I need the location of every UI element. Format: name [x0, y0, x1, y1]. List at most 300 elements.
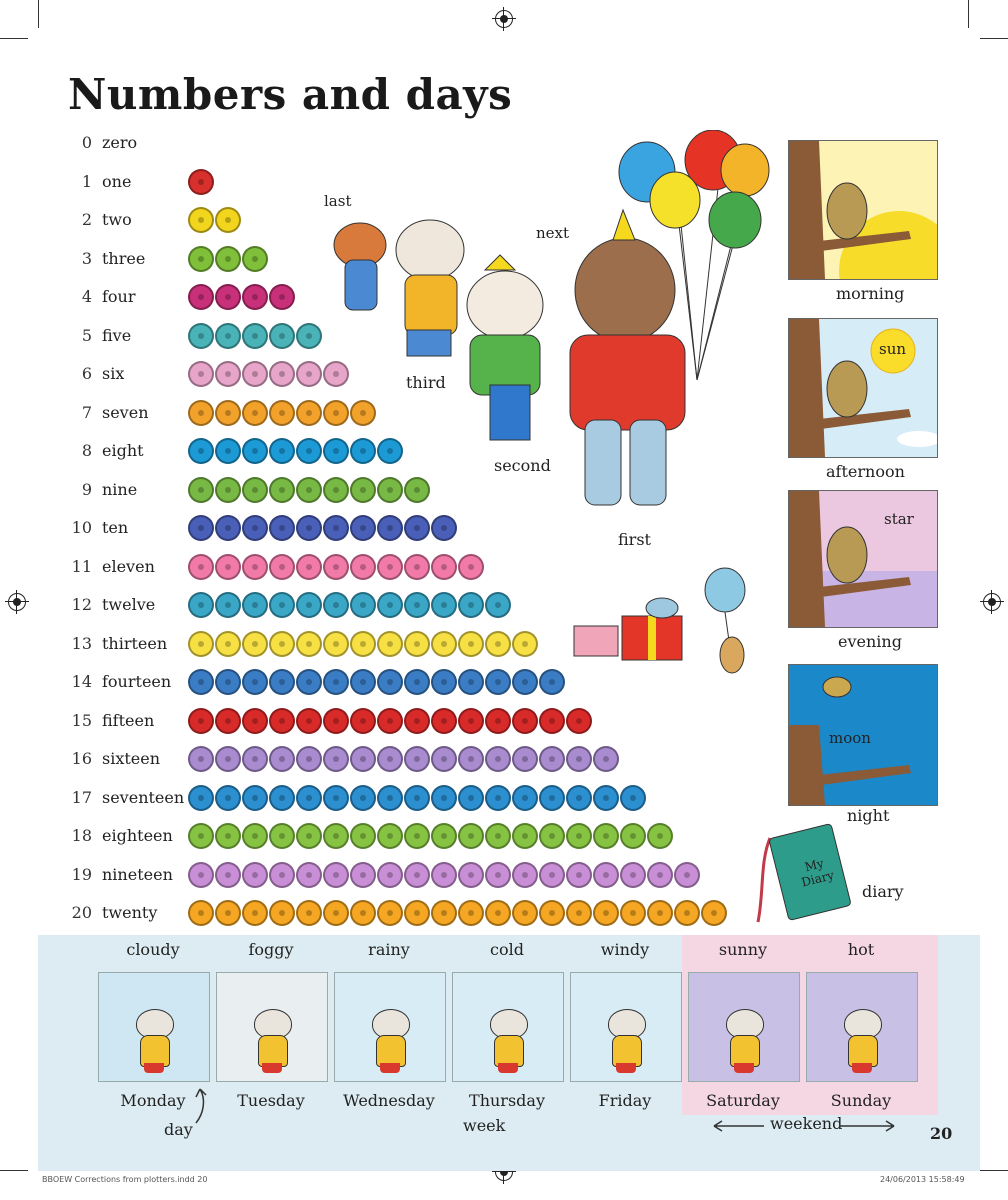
number-word: twenty	[102, 903, 158, 922]
button-icon	[566, 862, 592, 888]
button-group	[188, 900, 727, 926]
button-icon	[323, 785, 349, 811]
button-icon	[377, 669, 403, 695]
button-group	[188, 785, 646, 811]
button-icon	[647, 862, 673, 888]
button-icon	[350, 785, 376, 811]
button-icon	[431, 669, 457, 695]
number-word: nineteen	[102, 864, 173, 884]
button-icon	[350, 592, 376, 618]
button-group	[188, 169, 214, 195]
button-icon	[485, 592, 511, 618]
number-digit: 0	[81, 133, 92, 152]
button-icon	[404, 554, 430, 580]
button-icon	[377, 746, 403, 772]
number-digit: 5	[81, 325, 92, 345]
button-icon	[404, 669, 430, 695]
number-digit: 16	[71, 749, 92, 768]
button-icon	[512, 708, 538, 734]
weather-tile	[216, 972, 328, 1082]
number-word: one	[102, 171, 132, 191]
day-arrow-icon	[188, 1085, 218, 1125]
button-icon	[188, 207, 214, 233]
button-icon	[296, 823, 322, 849]
number-digit: 19	[71, 864, 92, 884]
button-icon	[458, 785, 484, 811]
button-icon	[377, 862, 403, 888]
button-icon	[269, 400, 295, 426]
number-digit: 14	[71, 672, 92, 691]
button-icon	[188, 746, 214, 772]
number-word: twelve	[102, 595, 156, 614]
button-icon	[377, 708, 403, 734]
button-icon	[539, 669, 565, 695]
button-icon	[188, 515, 214, 541]
button-icon	[458, 708, 484, 734]
button-icon	[188, 862, 214, 888]
button-icon	[296, 400, 322, 426]
button-icon	[458, 862, 484, 888]
button-icon	[269, 592, 295, 618]
button-icon	[269, 361, 295, 387]
button-icon	[350, 900, 376, 926]
button-icon	[566, 823, 592, 849]
button-icon	[296, 631, 322, 657]
footer-timestamp: 24/06/2013 15:58:49	[880, 1175, 965, 1184]
button-icon	[647, 823, 673, 849]
weather-label: cold	[490, 940, 524, 959]
button-icon	[458, 900, 484, 926]
button-icon	[593, 862, 619, 888]
weather-tile	[452, 972, 564, 1082]
button-icon	[539, 708, 565, 734]
button-icon	[215, 400, 241, 426]
cat-icon	[486, 1009, 530, 1073]
label-first: first	[618, 530, 651, 549]
label-weekend: weekend	[770, 1114, 843, 1133]
button-icon	[188, 323, 214, 349]
button-icon	[485, 746, 511, 772]
button-icon	[404, 631, 430, 657]
button-icon	[296, 554, 322, 580]
button-icon	[350, 631, 376, 657]
weather-tile	[334, 972, 446, 1082]
button-group	[188, 284, 295, 310]
button-icon	[269, 900, 295, 926]
button-icon	[296, 515, 322, 541]
day-label: Thursday	[469, 1091, 545, 1110]
number-digit: 10	[71, 518, 92, 537]
button-icon	[215, 785, 241, 811]
button-icon	[296, 746, 322, 772]
button-icon	[377, 785, 403, 811]
label-evening: evening	[838, 632, 902, 651]
button-icon	[458, 554, 484, 580]
number-digit: 18	[71, 826, 92, 845]
button-icon	[485, 708, 511, 734]
button-icon	[377, 592, 403, 618]
button-icon	[188, 246, 214, 272]
button-icon	[296, 785, 322, 811]
registration-mark-icon	[8, 593, 26, 611]
button-icon	[350, 823, 376, 849]
button-icon	[539, 823, 565, 849]
number-word: ten	[102, 518, 129, 537]
crop-mark	[980, 1170, 1008, 1171]
button-icon	[485, 900, 511, 926]
button-icon	[566, 900, 592, 926]
button-icon	[323, 554, 349, 580]
button-icon	[296, 669, 322, 695]
button-icon	[431, 785, 457, 811]
button-icon	[539, 862, 565, 888]
button-icon	[215, 746, 241, 772]
button-icon	[350, 746, 376, 772]
button-icon	[215, 862, 241, 888]
button-icon	[296, 477, 322, 503]
button-icon	[620, 785, 646, 811]
button-group	[188, 669, 565, 695]
button-icon	[242, 554, 268, 580]
button-icon	[188, 169, 214, 195]
button-icon	[593, 900, 619, 926]
button-icon	[350, 554, 376, 580]
number-digit: 13	[71, 633, 92, 653]
button-icon	[620, 862, 646, 888]
button-icon	[512, 785, 538, 811]
button-icon	[458, 823, 484, 849]
button-icon	[242, 400, 268, 426]
weather-tile	[688, 972, 800, 1082]
button-group	[188, 746, 619, 772]
button-icon	[269, 746, 295, 772]
button-icon	[431, 554, 457, 580]
button-icon	[215, 592, 241, 618]
button-icon	[242, 862, 268, 888]
button-icon	[512, 631, 538, 657]
button-icon	[242, 669, 268, 695]
button-icon	[404, 785, 430, 811]
cat-icon	[604, 1009, 648, 1073]
button-icon	[296, 323, 322, 349]
button-icon	[242, 823, 268, 849]
weather-tile	[806, 972, 918, 1082]
label-moon: moon	[829, 729, 871, 747]
number-digit: 11	[71, 556, 92, 576]
button-icon	[215, 438, 241, 464]
button-group	[188, 207, 241, 233]
button-icon	[215, 361, 241, 387]
button-icon	[188, 284, 214, 310]
button-icon	[458, 746, 484, 772]
button-icon	[566, 708, 592, 734]
weather-tile	[98, 972, 210, 1082]
button-icon	[188, 477, 214, 503]
button-icon	[215, 207, 241, 233]
button-icon	[215, 631, 241, 657]
weekend-arrows-icon	[704, 1112, 904, 1142]
button-icon	[296, 361, 322, 387]
number-digit: 4	[81, 287, 92, 306]
button-icon	[566, 785, 592, 811]
button-icon	[404, 823, 430, 849]
crop-mark	[968, 0, 969, 28]
button-group	[188, 323, 322, 349]
button-icon	[296, 862, 322, 888]
number-word: sixteen	[102, 749, 161, 768]
button-icon	[512, 823, 538, 849]
button-icon	[323, 746, 349, 772]
number-word: nine	[102, 479, 138, 499]
button-icon	[458, 631, 484, 657]
button-icon	[269, 785, 295, 811]
button-icon	[404, 900, 430, 926]
button-icon	[512, 669, 538, 695]
number-digit: 15	[71, 710, 92, 730]
number-digit: 6	[81, 364, 92, 383]
label-afternoon: afternoon	[826, 462, 905, 481]
page-title: Numbers and days	[68, 70, 513, 119]
button-icon	[539, 900, 565, 926]
registration-mark-icon	[495, 10, 513, 28]
label-day: day	[164, 1120, 193, 1139]
crop-mark	[0, 1170, 28, 1171]
button-group	[188, 862, 700, 888]
weather-label: foggy	[248, 940, 294, 959]
weather-label: windy	[600, 940, 650, 959]
button-icon	[242, 900, 268, 926]
button-icon	[323, 862, 349, 888]
registration-mark-icon	[983, 593, 1001, 611]
button-icon	[620, 823, 646, 849]
weather-label: cloudy	[126, 940, 180, 959]
number-word: five	[102, 325, 132, 345]
button-icon	[269, 323, 295, 349]
button-icon	[188, 592, 214, 618]
button-group	[188, 246, 268, 272]
button-icon	[593, 823, 619, 849]
button-group	[188, 631, 538, 657]
button-icon	[269, 438, 295, 464]
button-icon	[269, 669, 295, 695]
button-icon	[512, 900, 538, 926]
button-icon	[701, 900, 727, 926]
number-word: fourteen	[102, 672, 172, 691]
label-last: last	[324, 192, 352, 210]
button-icon	[188, 438, 214, 464]
button-icon	[242, 477, 268, 503]
crop-mark	[980, 38, 1008, 39]
fox-icon	[334, 223, 386, 310]
label-second: second	[494, 456, 551, 475]
day-label: Tuesday	[237, 1091, 305, 1110]
number-word: four	[102, 287, 136, 306]
button-icon	[377, 631, 403, 657]
button-icon	[323, 669, 349, 695]
button-icon	[188, 785, 214, 811]
button-icon	[242, 746, 268, 772]
button-icon	[242, 361, 268, 387]
label-sun: sun	[879, 340, 907, 358]
button-icon	[188, 669, 214, 695]
button-icon	[458, 669, 484, 695]
weather-label: sunny	[718, 940, 768, 959]
button-icon	[215, 246, 241, 272]
cat-icon	[840, 1009, 884, 1073]
button-icon	[269, 823, 295, 849]
button-icon	[215, 284, 241, 310]
diary-cover-text: My Diary	[799, 856, 836, 890]
button-icon	[674, 900, 700, 926]
crop-mark	[0, 38, 28, 39]
cat-icon	[250, 1009, 294, 1073]
button-icon	[485, 631, 511, 657]
button-icon	[485, 862, 511, 888]
footer-file-info: BBOEW Corrections from plotters.indd 20	[42, 1175, 208, 1184]
cat-second-icon	[467, 255, 543, 440]
button-icon	[647, 900, 673, 926]
button-icon	[188, 361, 214, 387]
number-word: zero	[102, 133, 138, 152]
button-icon	[485, 823, 511, 849]
button-icon	[539, 785, 565, 811]
button-icon	[431, 708, 457, 734]
button-icon	[215, 669, 241, 695]
button-icon	[323, 631, 349, 657]
button-icon	[188, 554, 214, 580]
button-icon	[242, 515, 268, 541]
button-icon	[269, 554, 295, 580]
number-word: eighteen	[102, 826, 173, 845]
button-icon	[323, 823, 349, 849]
button-icon	[323, 592, 349, 618]
button-group	[188, 823, 673, 849]
party-animals-illustration	[325, 130, 785, 530]
button-icon	[215, 708, 241, 734]
button-icon	[188, 708, 214, 734]
number-word: fifteen	[102, 710, 155, 730]
button-group	[188, 554, 484, 580]
button-icon	[485, 669, 511, 695]
button-icon	[242, 438, 268, 464]
crop-mark	[38, 0, 39, 28]
button-icon	[350, 669, 376, 695]
button-icon	[215, 900, 241, 926]
button-icon	[188, 400, 214, 426]
number-word: thirteen	[102, 633, 168, 653]
button-group	[188, 708, 592, 734]
button-icon	[242, 246, 268, 272]
button-icon	[296, 900, 322, 926]
cat-icon	[132, 1009, 176, 1073]
button-icon	[404, 862, 430, 888]
button-icon	[431, 746, 457, 772]
button-icon	[539, 746, 565, 772]
button-icon	[377, 900, 403, 926]
cat-third-icon	[396, 220, 464, 356]
number-digit: 9	[81, 479, 92, 499]
button-icon	[215, 823, 241, 849]
button-icon	[188, 823, 214, 849]
button-icon	[593, 746, 619, 772]
number-digit: 8	[81, 441, 92, 460]
button-icon	[458, 592, 484, 618]
button-icon	[269, 708, 295, 734]
label-week: week	[463, 1116, 506, 1135]
label-diary: diary	[862, 882, 904, 901]
weather-label: rainy	[368, 940, 410, 959]
button-icon	[512, 862, 538, 888]
button-group	[188, 592, 511, 618]
button-icon	[404, 708, 430, 734]
big-cat-first-icon	[570, 210, 685, 505]
number-word: eleven	[102, 556, 155, 576]
number-word: three	[102, 248, 146, 268]
label-next: next	[536, 224, 570, 242]
button-icon	[296, 438, 322, 464]
button-icon	[323, 900, 349, 926]
button-icon	[512, 746, 538, 772]
day-label: Monday	[120, 1091, 186, 1110]
button-icon	[296, 592, 322, 618]
number-digit: 17	[71, 787, 92, 807]
button-icon	[431, 823, 457, 849]
button-icon	[404, 746, 430, 772]
number-digit: 3	[81, 248, 92, 268]
button-icon	[269, 477, 295, 503]
button-icon	[485, 785, 511, 811]
number-digit: 12	[71, 595, 92, 614]
button-icon	[215, 323, 241, 349]
morning-panel	[788, 140, 938, 280]
button-icon	[431, 631, 457, 657]
afternoon-panel	[788, 318, 938, 458]
number-word: two	[102, 210, 132, 229]
number-word: seven	[102, 402, 149, 422]
label-morning: morning	[836, 284, 905, 303]
number-word: six	[102, 364, 125, 383]
number-digit: 1	[81, 171, 92, 191]
button-icon	[323, 708, 349, 734]
weather-tile	[570, 972, 682, 1082]
day-label: Wednesday	[343, 1091, 435, 1110]
button-icon	[242, 708, 268, 734]
page-number: 20	[930, 1124, 953, 1143]
number-digit: 7	[81, 402, 92, 422]
button-icon	[431, 862, 457, 888]
button-icon	[593, 785, 619, 811]
day-label: Sunday	[830, 1091, 892, 1110]
cat-icon	[368, 1009, 412, 1073]
button-icon	[431, 592, 457, 618]
button-icon	[350, 708, 376, 734]
button-icon	[215, 477, 241, 503]
button-icon	[269, 862, 295, 888]
label-star: star	[884, 510, 914, 528]
button-icon	[188, 631, 214, 657]
button-icon	[215, 515, 241, 541]
button-icon	[269, 631, 295, 657]
button-icon	[566, 746, 592, 772]
cat-icon	[722, 1009, 766, 1073]
day-label: Saturday	[706, 1091, 780, 1110]
button-icon	[674, 862, 700, 888]
button-icon	[242, 785, 268, 811]
presents-illustration	[570, 560, 770, 680]
button-icon	[350, 862, 376, 888]
button-icon	[296, 708, 322, 734]
button-icon	[242, 631, 268, 657]
